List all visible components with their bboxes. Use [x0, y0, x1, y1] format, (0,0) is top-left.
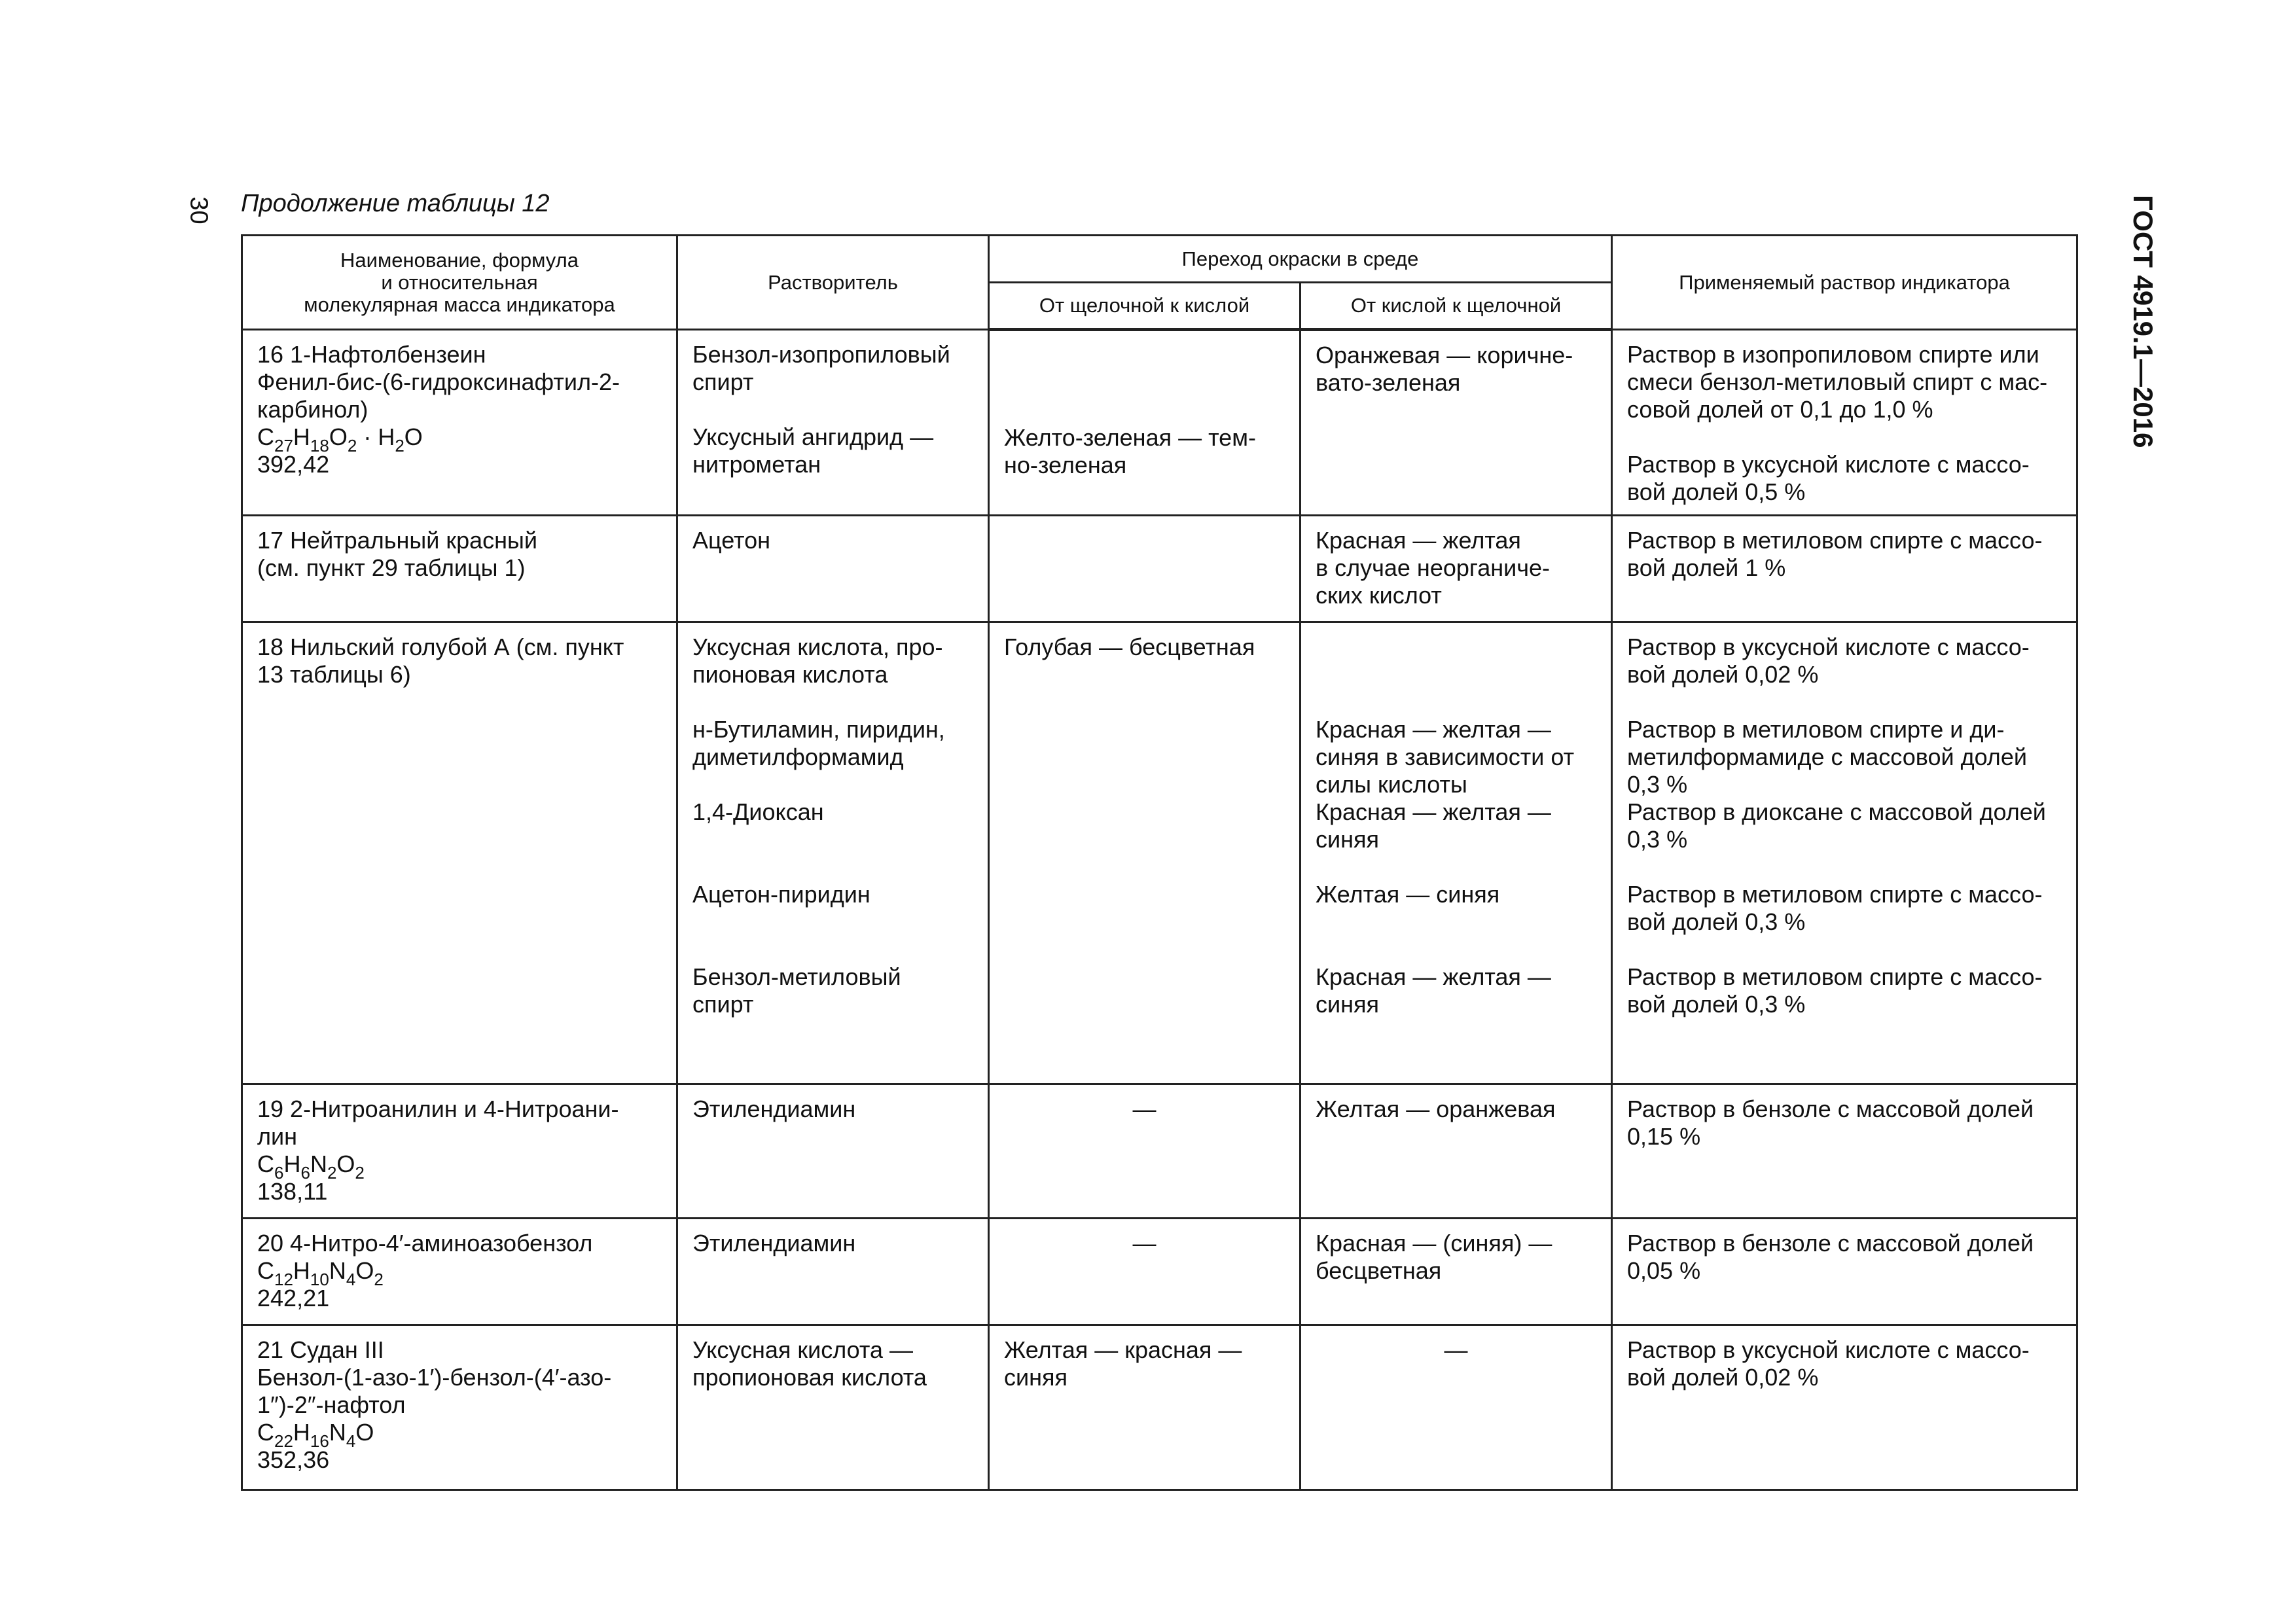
cell-entry [692, 527, 973, 554]
cell-acid-to-alkaline [1300, 1084, 1612, 1219]
cell-line: 17 Нейтральный красный [257, 527, 537, 554]
document-code-text: ГОСТ 4919.1—2016 [2128, 195, 2159, 448]
cell-entry [1004, 1230, 1285, 1257]
header-name-line: Наименование, формула [340, 248, 579, 272]
cell-solvent [677, 622, 989, 1084]
cell-line: диметилформамид [692, 743, 904, 770]
cell-line: Желтая — красная — [1004, 1336, 1242, 1363]
cell-entry [1627, 341, 2062, 423]
cell-line: Раствор в метиловом спирте и ди- [1627, 716, 2005, 743]
formula-part: C [257, 1150, 274, 1177]
cell-line: 18 Нильский голубой А (см. пункт [257, 633, 624, 660]
cell-line: спирт [692, 368, 754, 395]
cell-entry [1627, 451, 2062, 506]
cell-solvent [677, 516, 989, 622]
formula-subscript: 6 [300, 1163, 310, 1183]
cell-line: Фенил-бис-(6-гидроксинафтил-2- [257, 368, 620, 395]
cell-solution [1612, 516, 2077, 622]
cell-solution [1612, 622, 2077, 1084]
formula [257, 1150, 662, 1183]
formula-part: H [293, 1257, 310, 1284]
page-number: 30 [185, 196, 213, 224]
cell-alkaline-to-acid [989, 1325, 1300, 1490]
cell-entry [1627, 1336, 2062, 1391]
cell-alkaline-to-acid [989, 1219, 1300, 1325]
table-row [242, 1084, 2077, 1219]
cell-entry [1627, 633, 2062, 688]
cell-line: 0,15 % [1627, 1123, 1701, 1150]
formula-part: O [336, 1150, 355, 1177]
cell-acid-to-alkaline [1300, 330, 1612, 516]
cell-line: синяя [1316, 991, 1379, 1018]
formula [257, 1419, 662, 1451]
cell-entry [1004, 633, 1285, 661]
formula-part: O [355, 1419, 374, 1446]
formula-subscript: 10 [310, 1270, 329, 1289]
molecular-mass: 242,21 [257, 1285, 330, 1311]
cell-line: совой долей от 0,1 до 1,0 % [1627, 396, 1933, 423]
cell-entry [1627, 527, 2062, 582]
cell-line: Желтая — синяя [1316, 881, 1500, 908]
cell-line: Уксусная кислота, про- [692, 633, 943, 660]
cell-line: Уксусная кислота — [692, 1336, 914, 1363]
cell-line: — [1132, 1096, 1157, 1122]
header-solvent: Растворитель [677, 236, 989, 330]
cell-line: спирт [692, 991, 754, 1018]
cell-line: н-Бутиламин, пиридин, [692, 716, 945, 743]
cell-stack [692, 341, 973, 501]
cell-entry [1316, 527, 1596, 609]
cell-entry [1627, 716, 2062, 798]
cell-line: Бензол-метиловый [692, 963, 901, 990]
cell-solvent [677, 1084, 989, 1219]
cell-line: 20 4-Нитро-4′-аминоазобензол [257, 1230, 593, 1257]
cell-entry [692, 963, 973, 1018]
cell-alkaline-to-acid [989, 330, 1300, 516]
cell-solvent [677, 1219, 989, 1325]
cell-line: синяя [1004, 1364, 1067, 1391]
cell-entry [692, 1336, 973, 1391]
molecular-mass: 392,42 [257, 451, 330, 478]
cell-entry [692, 633, 973, 688]
cell-line: вой долей 0,02 % [1627, 661, 1819, 688]
cell-indicator [242, 1325, 677, 1490]
cell-line: Раствор в метиловом спирте с массо- [1627, 527, 2043, 554]
cell-indicator [242, 516, 677, 622]
cell-entry [1316, 1336, 1596, 1364]
formula-part: O [404, 423, 423, 450]
formula [257, 1257, 662, 1289]
formula-subscript: 22 [274, 1431, 293, 1451]
cell-entry [1316, 1096, 1596, 1123]
cell-entry [692, 716, 973, 771]
table-body [242, 330, 2077, 1490]
cell-line: Бензол-изопропиловый [692, 341, 950, 368]
cell-line: пропионовая кислота [692, 1364, 927, 1391]
cell-line: Раствор в бензоле с массовой долей [1627, 1096, 2034, 1122]
cell-solvent [677, 1325, 989, 1490]
cell-line: 0,05 % [1627, 1257, 1701, 1284]
cell-entry [1316, 1230, 1596, 1285]
cell-line: Раствор в изопропиловом спирте или [1627, 341, 2039, 368]
formula-part: N [329, 1419, 346, 1446]
cell-line: Раствор в уксусной кислоте с массо- [1627, 451, 2030, 478]
cell-line: Красная — (синяя) — [1316, 1230, 1552, 1257]
formula-subscript: 4 [346, 1270, 356, 1289]
header-acid-to-alkaline: От кислой к щелочной [1300, 283, 1612, 330]
cell-entry [1316, 342, 1596, 397]
cell-line: Этилендиамин [692, 1230, 856, 1257]
cell-acid-to-alkaline [1300, 622, 1612, 1084]
cell-entry [692, 881, 973, 908]
cell-stack [1316, 342, 1596, 501]
formula-subscript: 16 [310, 1431, 329, 1451]
cell-stack [1004, 633, 1285, 1069]
formula-subscript: 2 [374, 1270, 384, 1289]
formula-part: C [257, 1419, 274, 1446]
cell-entry [692, 1230, 973, 1257]
formula-part: N [310, 1150, 327, 1177]
formula-part: O [329, 423, 348, 450]
cell-line: 0,3 % [1627, 826, 1688, 853]
cell-line: Красная — желтая — [1316, 963, 1551, 990]
cell-line: вой долей 1 % [1627, 554, 1786, 581]
cell-entry [1004, 1096, 1285, 1123]
cell-line: Красная — желтая — [1316, 798, 1551, 825]
cell-solution [1612, 1084, 2077, 1219]
table-row [242, 330, 2077, 516]
cell-line: карбинол) [257, 396, 368, 423]
formula-subscript: 27 [274, 436, 293, 455]
cell-line: 16 1-Нафтолбензеин [257, 341, 486, 368]
cell-line: Красная — желтая — [1316, 716, 1551, 743]
cell-line: вой долей 0,3 % [1627, 908, 1806, 935]
cell-stack [1627, 341, 2062, 505]
cell-entry [1627, 963, 2062, 1018]
cell-line: Раствор в бензоле с массовой долей [1627, 1230, 2034, 1257]
cell-line: синяя [1316, 826, 1379, 853]
cell-acid-to-alkaline [1300, 1219, 1612, 1325]
cell-entry [1627, 1230, 2062, 1285]
cell-line: Раствор в метиловом спирте с массо- [1627, 881, 2043, 908]
cell-line: лин [257, 1123, 297, 1150]
header-name-line: молекулярная масса индикатора [304, 293, 615, 316]
cell-entry [692, 423, 973, 478]
cell-entry [1627, 881, 2062, 936]
formula-subscript: 6 [274, 1163, 284, 1183]
cell-line: Оранжевая — коричне- [1316, 342, 1573, 368]
indicator-table [241, 234, 2078, 1491]
cell-entry [692, 341, 973, 396]
formula [257, 423, 662, 455]
cell-line: Раствор в уксусной кислоте с массо- [1627, 633, 2030, 660]
formula-subscript: 2 [395, 436, 404, 455]
cell-line: метилформамиде с массовой долей [1627, 743, 2027, 770]
molecular-mass: 138,11 [257, 1178, 328, 1205]
formula-subscript: 12 [274, 1270, 293, 1289]
cell-line: Голубая — бесцветная [1004, 633, 1255, 660]
cell-indicator [242, 1219, 677, 1325]
table-row [242, 1219, 2077, 1325]
table-row [242, 1325, 2077, 1490]
header-alkaline-to-acid: От щелочной к кислой [989, 283, 1300, 330]
formula-part: H [293, 1419, 310, 1446]
table-header [242, 236, 2077, 330]
cell-line: вато-зеленая [1316, 369, 1461, 396]
formula-part: O [355, 1257, 374, 1284]
cell-entry [1316, 881, 1596, 908]
formula-subscript: 2 [355, 1163, 365, 1183]
cell-line: 21 Судан III [257, 1336, 384, 1363]
formula-part: C [257, 423, 274, 450]
cell-line: Ацетон-пиридин [692, 881, 870, 908]
cell-stack [1627, 633, 2062, 1069]
cell-acid-to-alkaline [1300, 516, 1612, 622]
cell-line: пионовая кислота [692, 661, 888, 688]
cell-alkaline-to-acid [989, 516, 1300, 622]
cell-stack [1316, 633, 1596, 1069]
cell-line: Уксусный ангидрид — [692, 423, 934, 450]
cell-entry [692, 798, 973, 826]
cell-entry [1316, 963, 1596, 1018]
cell-entry [1316, 716, 1596, 798]
cell-alkaline-to-acid [989, 1084, 1300, 1219]
cell-entry [1627, 798, 2062, 853]
cell-line: но-зеленая [1004, 452, 1127, 478]
formula-part: C [257, 1257, 274, 1284]
cell-line: Этилендиамин [692, 1096, 856, 1122]
formula-subscript: 4 [346, 1431, 356, 1451]
cell-stack [1004, 342, 1285, 501]
cell-line: бесцветная [1316, 1257, 1442, 1284]
cell-line: Раствор в диоксане с массовой долей [1627, 798, 2046, 825]
cell-line: 19 2-Нитроанилин и 4-Нитроани- [257, 1096, 619, 1122]
formula-subscript: 18 [310, 436, 329, 455]
cell-line: 13 таблицы 6) [257, 661, 411, 688]
header-solution: Применяемый раствор индикатора [1612, 236, 2077, 330]
table-row [242, 516, 2077, 622]
formula-subscript: 2 [347, 436, 357, 455]
cell-line: ских кислот [1316, 582, 1442, 609]
cell-line: Красная — желтая [1316, 527, 1521, 554]
cell-entry [1316, 798, 1596, 853]
cell-indicator [242, 1084, 677, 1219]
cell-entry [692, 1096, 973, 1123]
cell-solution [1612, 330, 2077, 516]
cell-line: Бензол-(1-азо-1′)-бензол-(4′-азо- [257, 1364, 612, 1391]
cell-indicator [242, 330, 677, 516]
cell-line: 0,3 % [1627, 771, 1688, 798]
molecular-mass: 352,36 [257, 1446, 330, 1473]
cell-entry [1627, 1096, 2062, 1150]
formula-subscript: 2 [327, 1163, 337, 1183]
cell-line: Раствор в метиловом спирте с массо- [1627, 963, 2043, 990]
header-color-transition: Переход окраски в среде [989, 236, 1612, 283]
document-code [2126, 195, 2165, 448]
cell-line: силы кислоты [1316, 771, 1467, 798]
cell-solvent [677, 330, 989, 516]
cell-line: в случае неорганиче- [1316, 554, 1550, 581]
cell-line: — [1132, 1230, 1157, 1257]
cell-line: Ацетон [692, 527, 771, 554]
cell-line: 1″)-2″-нафтол [257, 1391, 406, 1418]
cell-alkaline-to-acid [989, 622, 1300, 1084]
cell-solution [1612, 1219, 2077, 1325]
formula-part: H [293, 423, 310, 450]
header-name [242, 236, 677, 330]
cell-line: смеси бензол-метиловый спирт с мас- [1627, 368, 2048, 395]
cell-line: Раствор в уксусной кислоте с массо- [1627, 1336, 2030, 1363]
cell-line: нитрометан [692, 451, 821, 478]
cell-indicator [242, 622, 677, 1084]
cell-stack [692, 633, 973, 1069]
table-caption: Продолжение таблицы 12 [241, 190, 550, 217]
cell-entry [1004, 1336, 1285, 1391]
cell-line: Желто-зеленая — тем- [1004, 424, 1256, 451]
header-name-line: и относительная [381, 270, 538, 294]
cell-line: вой долей 0,02 % [1627, 1364, 1819, 1391]
cell-line: синяя в зависимости от [1316, 743, 1575, 770]
cell-line: вой долей 0,5 % [1627, 478, 1806, 505]
cell-line: 1,4-Диоксан [692, 798, 824, 825]
cell-solution [1612, 1325, 2077, 1490]
cell-line: — [1444, 1336, 1468, 1363]
cell-line: (см. пункт 29 таблицы 1) [257, 554, 526, 581]
cell-entry [1004, 424, 1285, 479]
cell-line: Желтая — оранжевая [1316, 1096, 1556, 1122]
table-row [242, 622, 2077, 1084]
cell-line: вой долей 0,3 % [1627, 991, 1806, 1018]
cell-acid-to-alkaline [1300, 1325, 1612, 1490]
formula-part: H [283, 1150, 301, 1177]
formula-part: N [329, 1257, 346, 1284]
formula-part: · H [357, 423, 395, 450]
